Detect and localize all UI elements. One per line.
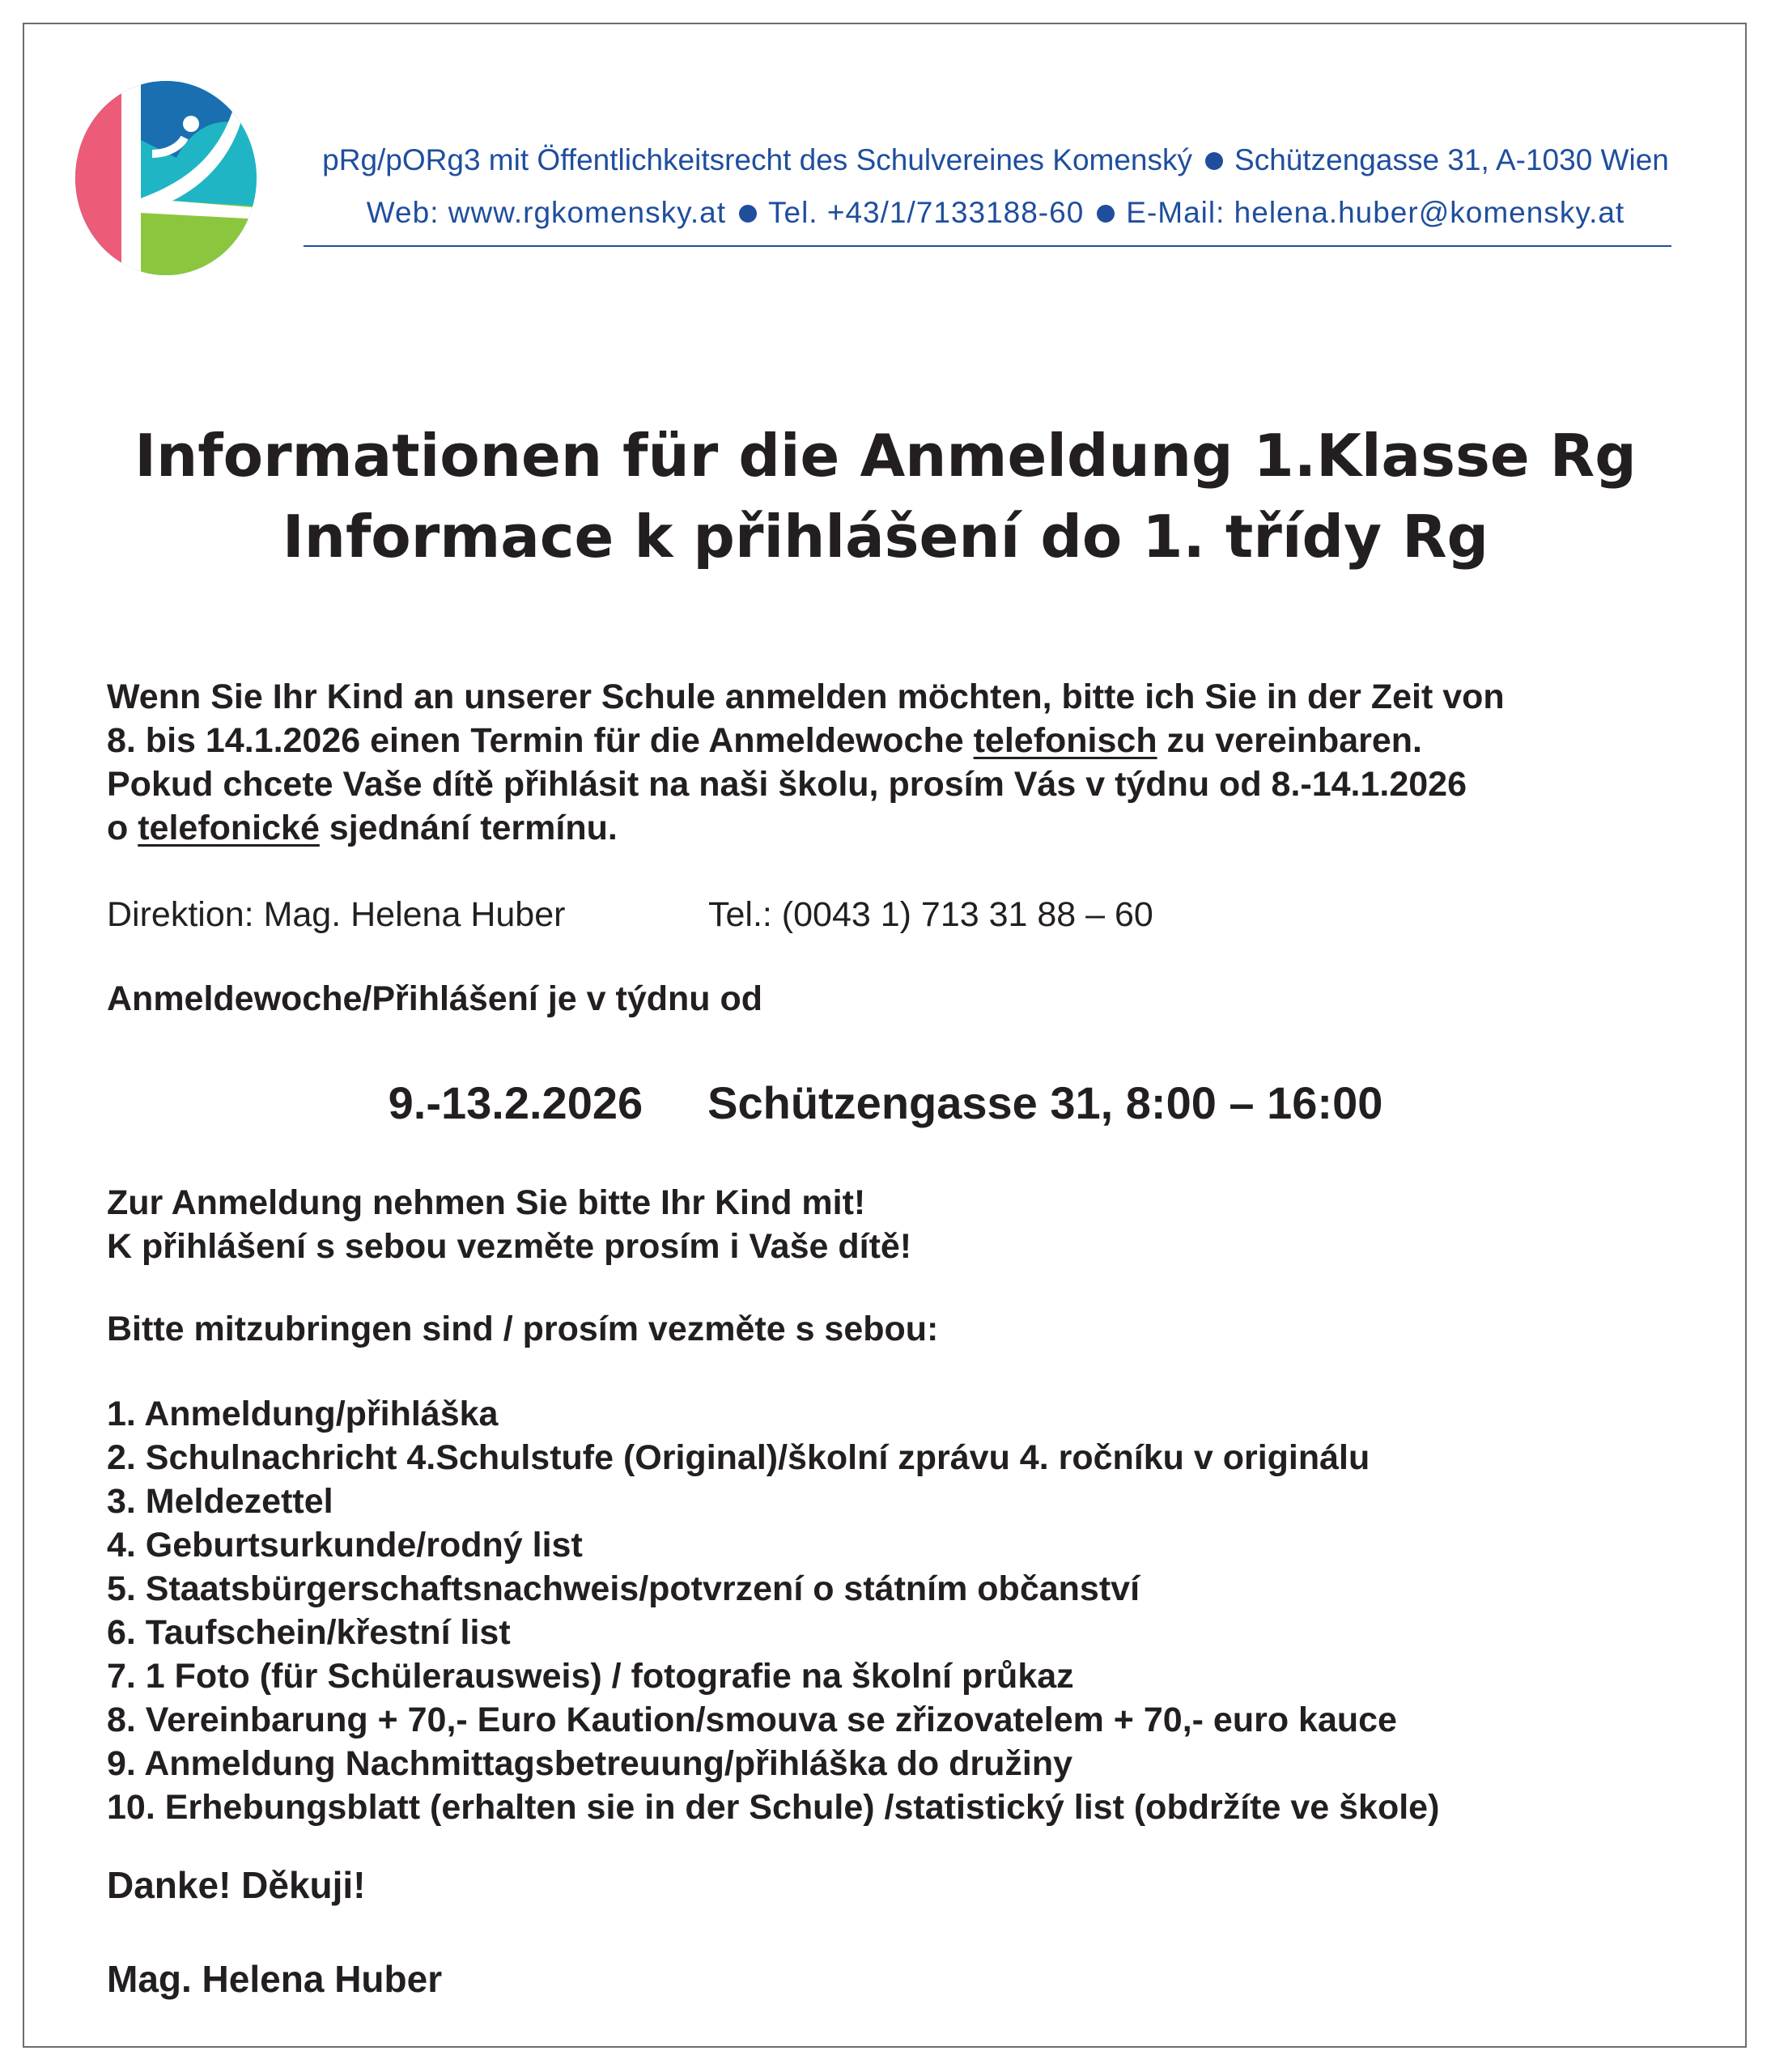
list-item: 4. Geburtsurkunde/rodný list [107,1526,583,1565]
school-logo [71,77,261,279]
registration-place-time: Schützengasse 31, 8:00 – 16:00 [707,1077,1383,1128]
bring-child-czech: K přihlášení s sebou vezměte prosím i Vaše dítě! [107,1227,912,1266]
bullet-icon [1097,205,1115,223]
list-item: 2. Schulnachricht 4.Schulstufe (Original)/školní zprávu 4. ročníku v originálu [107,1438,1370,1477]
intro-line-2: 8. bis 14.1.2026 einen Termin für die Anmeldewoche telefonisch zu vereinbaren. [107,721,1422,760]
letterhead-line-2 [299,196,1692,230]
bring-child-note [107,1181,911,1268]
letterhead-line-1 [299,143,1692,177]
email-link[interactable]: E-Mail: helena.huber@komensky.at [1126,196,1625,229]
list-item: 3. Meldezettel [107,1482,333,1521]
school-address: Schützengasse 31, A-1030 Wien [1234,143,1669,176]
bullet-icon [739,205,757,223]
direktion-contact: Direktion: Mag. Helena Huber [107,895,566,934]
title-german: Informationen für die Anmeldung 1.Klasse Rg [134,422,1637,490]
list-item: 10. Erhebungsblatt (erhalten sie in der Schule) /statistický list (obdržíte ve škole) [107,1788,1440,1827]
phone-number: Tel. +43/1/7133188-60 [768,196,1085,229]
bullet-icon [1205,152,1223,170]
signature: Mag. Helena Huber [107,1958,443,2000]
registration-date: 9.-13.2.2026 [388,1077,643,1128]
letterhead [299,0,1692,259]
list-item: 8. Vereinbarung + 70,- Euro Kaution/smouva se zřizovatelem + 70,- euro kauce [107,1700,1397,1739]
list-item: 5. Staatsbürgerschaftsnachweis/potvrzení o státním občanství [107,1569,1140,1608]
registration-dates [0,1075,1771,1132]
intro-line-3: Pokud chcete Vaše dítě přihlásit na naši školu, prosím Vás v týdnu od 8.-14.1.2026 [107,765,1467,804]
registration-week-label: Anmeldewoche/Přihlášení je v týdnu od [107,979,763,1018]
underlined-telefonicke: telefonické [138,809,320,847]
list-item: 7. 1 Foto (für Schülerausweis) / fotografie na školní průkaz [107,1657,1074,1696]
bring-child-german: Zur Anmeldung nehmen Sie bitte Ihr Kind mit! [107,1183,866,1222]
intro-line-4: o telefonické sjednání termínu. [107,809,618,847]
list-item: 1. Anmeldung/přihláška [107,1395,499,1433]
documents-heading: Bitte mitzubringen sind / prosím vezměte s sebou: [107,1310,939,1348]
school-name: pRg/pORg3 mit Öffentlichkeitsrecht des Schulvereines Komenský [322,143,1193,176]
title-czech: Informace k přihlášení do 1. třídy Rg [282,503,1489,571]
intro-paragraph [107,675,1505,850]
direktion-phone: Tel.: (0043 1) 713 31 88 – 60 [708,895,1153,934]
documents-list [107,1392,1439,1829]
list-item: 6. Taufschein/křestní list [107,1613,511,1652]
website-link[interactable]: Web: www.rgkomensky.at [366,196,726,229]
underlined-telefonisch: telefonisch [973,721,1157,760]
intro-line-1: Wenn Sie Ihr Kind an unserer Schule anmelden möchten, bitte ich Sie in der Zeit von [107,677,1505,716]
header-divider [304,245,1671,247]
thanks-text: Danke! Děkuji! [107,1864,366,1906]
list-item: 9. Anmeldung Nachmittagsbetreuung/přihláška do družiny [107,1744,1072,1783]
